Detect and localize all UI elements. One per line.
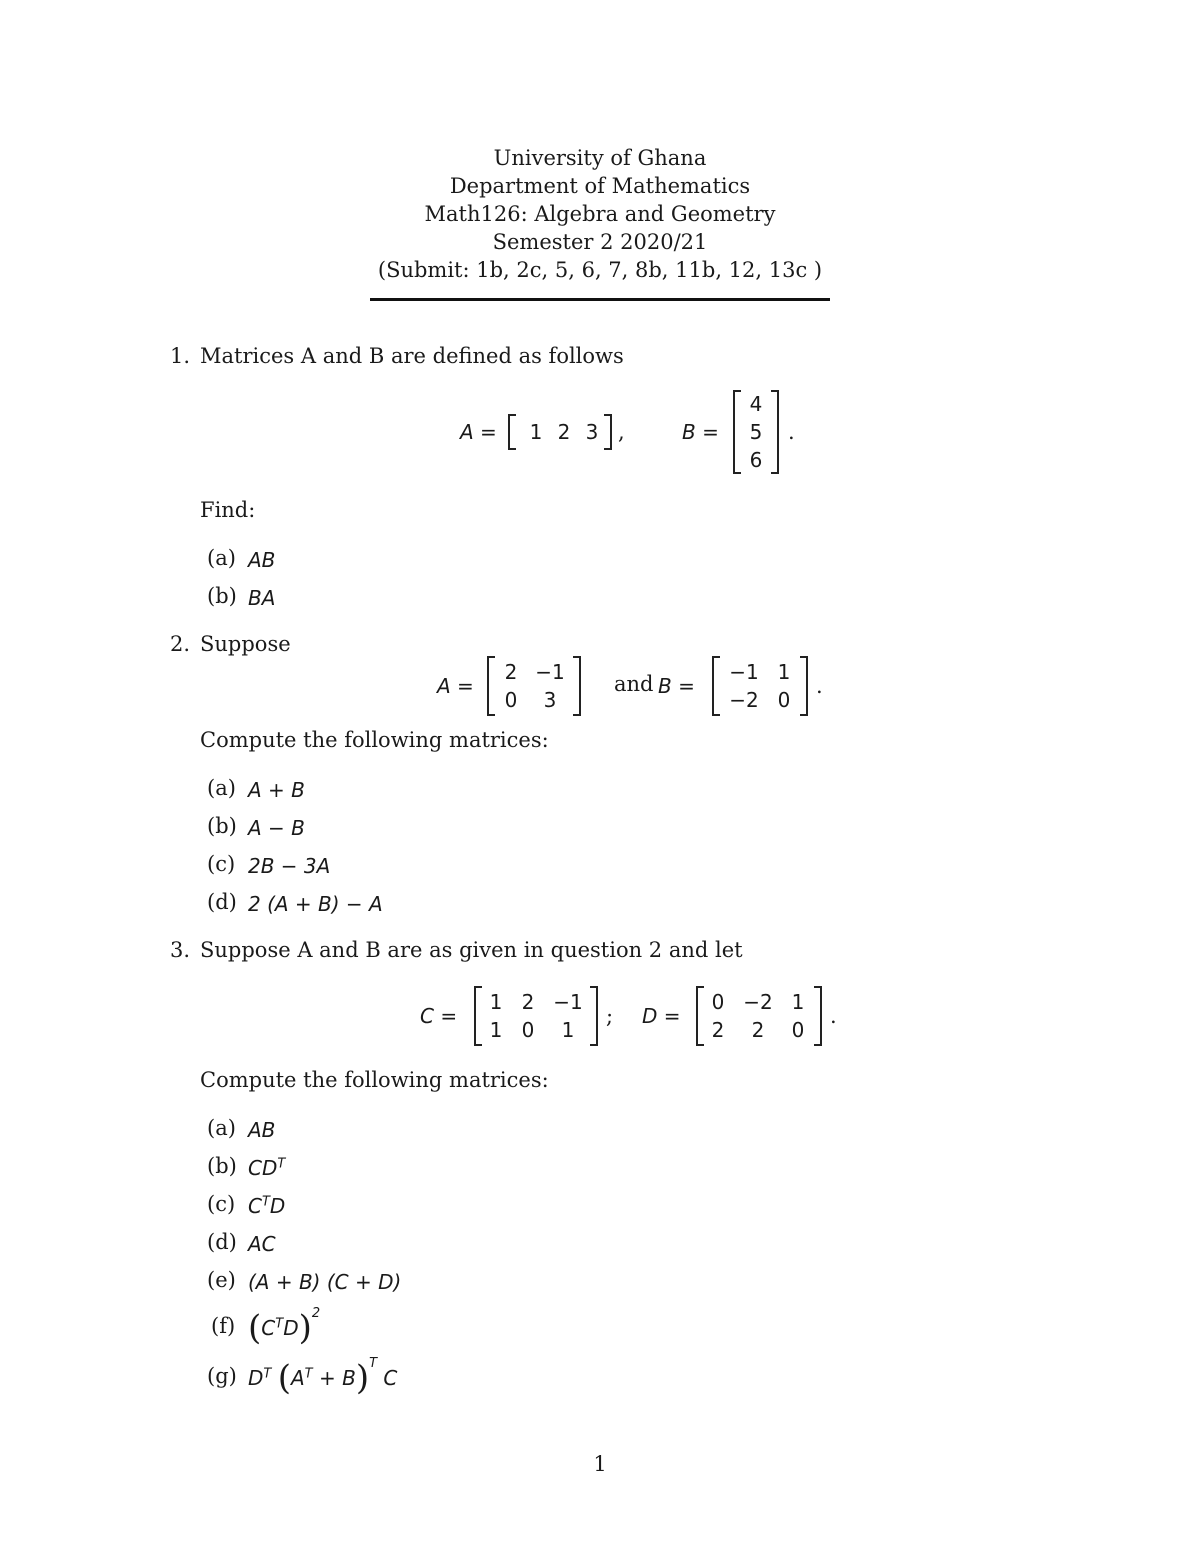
matrix-cell: −1 bbox=[535, 660, 565, 684]
q1-matrix-B bbox=[733, 390, 779, 474]
matrix-cell: 3 bbox=[543, 688, 557, 712]
q1-A-label: A = bbox=[460, 420, 497, 444]
period: . bbox=[830, 1004, 837, 1028]
q3-part-a-expr: AB bbox=[248, 1118, 276, 1142]
matrix-cell: 1 bbox=[777, 660, 791, 684]
q3-number: 3. bbox=[170, 938, 191, 962]
matrix-cell: 2 bbox=[557, 420, 571, 444]
q3-D-label: D = bbox=[642, 1004, 681, 1028]
q1-part-b-label: (b) bbox=[207, 584, 237, 608]
matrix-cell: 0 bbox=[711, 990, 725, 1014]
q1-part-a-label: (a) bbox=[207, 546, 236, 570]
q2-part-d-label: (d) bbox=[207, 890, 237, 914]
submit-note: (Submit: 1b, 2c, 5, 6, 7, 8b, 11b, 12, 13c ) bbox=[377, 258, 823, 282]
q2-A-label: A = bbox=[437, 674, 474, 698]
semicolon: ; bbox=[606, 1004, 614, 1028]
matrix-cell: 1 bbox=[489, 990, 503, 1014]
comma: , bbox=[618, 420, 625, 444]
matrix-cell: 1 bbox=[791, 990, 805, 1014]
matrix-cell: 4 bbox=[749, 392, 763, 416]
matrix-cell: −1 bbox=[729, 660, 759, 684]
university-name: University of Ghana bbox=[493, 146, 707, 170]
matrix-cell: −2 bbox=[729, 688, 759, 712]
matrix-cell: 0 bbox=[777, 688, 791, 712]
q3-part-a-label: (a) bbox=[207, 1116, 236, 1140]
q1-part-a-expr: AB bbox=[248, 548, 276, 572]
q1-B-label: B = bbox=[682, 420, 719, 444]
q2-matrix-A bbox=[487, 656, 581, 716]
q2-B-label: B = bbox=[658, 674, 695, 698]
q2-compute: Compute the following matrices: bbox=[200, 728, 549, 752]
q3-intro: Suppose A and B are as given in question 2 and let bbox=[200, 938, 743, 962]
q2-part-c-label: (c) bbox=[207, 852, 236, 876]
q2-matrix-B bbox=[712, 656, 808, 716]
matrix-cell: 1 bbox=[489, 1018, 503, 1042]
matrix-cell: 6 bbox=[749, 448, 763, 472]
q2-part-b-label: (b) bbox=[207, 814, 237, 838]
matrix-cell: 1 bbox=[561, 1018, 575, 1042]
matrix-cell: 2 bbox=[504, 660, 518, 684]
matrix-cell: 0 bbox=[504, 688, 518, 712]
q3-part-c-label: (c) bbox=[207, 1192, 236, 1216]
q3-C-label: C = bbox=[420, 1004, 458, 1028]
q3-part-d-expr: AC bbox=[248, 1232, 276, 1256]
q2-part-a-expr: A + B bbox=[248, 778, 305, 802]
q3-part-f-expr: $(C^TD)^2$ bbox=[248, 1306, 321, 1348]
semester: Semester 2 2020/21 bbox=[492, 230, 708, 254]
matrix-cell: −1 bbox=[553, 990, 583, 1014]
q2-number: 2. bbox=[170, 632, 191, 656]
q1-find: Find: bbox=[200, 498, 256, 522]
q3-part-e-label: (e) bbox=[207, 1268, 236, 1292]
q3-part-g-label: (g) bbox=[207, 1364, 237, 1388]
q2-intro: Suppose bbox=[200, 632, 291, 656]
matrix-cell: 0 bbox=[791, 1018, 805, 1042]
period: . bbox=[788, 420, 795, 444]
matrix-cell: 2 bbox=[751, 1018, 765, 1042]
matrix-cell: 0 bbox=[521, 1018, 535, 1042]
q2-and: and bbox=[614, 672, 654, 696]
q3-part-f-label: (f) bbox=[211, 1314, 236, 1338]
q1-matrix-A bbox=[508, 414, 612, 450]
q3-compute: Compute the following matrices: bbox=[200, 1068, 549, 1092]
q2-part-a-label: (a) bbox=[207, 776, 236, 800]
q2-part-b-expr: A − B bbox=[248, 816, 305, 840]
matrix-cell: 2 bbox=[521, 990, 535, 1014]
period: . bbox=[816, 674, 823, 698]
page-number: 1 bbox=[593, 1452, 607, 1476]
header-rule bbox=[370, 298, 830, 301]
q3-part-b-expr: $CD^T$ bbox=[248, 1156, 286, 1180]
q3-part-g-expr: $D^T$ $(A^T + B)^T$ C bbox=[248, 1356, 398, 1398]
department-name: Department of Mathematics bbox=[449, 174, 751, 198]
q3-part-d-label: (d) bbox=[207, 1230, 237, 1254]
q1-number: 1. bbox=[170, 344, 191, 368]
matrix-cell: −2 bbox=[743, 990, 773, 1014]
course-title: Math126: Algebra and Geometry bbox=[424, 202, 776, 226]
q3-part-e-expr: (A + B) (C + D) bbox=[248, 1270, 402, 1294]
matrix-cell: 1 bbox=[529, 420, 543, 444]
q3-matrix-D bbox=[696, 986, 822, 1046]
q2-part-d-expr: 2 (A + B) − A bbox=[248, 892, 383, 916]
q3-part-c-expr: $C^TD$ bbox=[248, 1194, 286, 1218]
q1-part-b-expr: BA bbox=[248, 586, 276, 610]
q3-part-b-label: (b) bbox=[207, 1154, 237, 1178]
q2-part-c-expr: 2B − 3A bbox=[248, 854, 331, 878]
matrix-cell: 3 bbox=[585, 420, 599, 444]
q3-matrix-C bbox=[474, 986, 598, 1046]
q1-intro: Matrices A and B are defined as follows bbox=[200, 344, 624, 368]
matrix-cell: 5 bbox=[749, 420, 763, 444]
matrix-cell: 2 bbox=[711, 1018, 725, 1042]
